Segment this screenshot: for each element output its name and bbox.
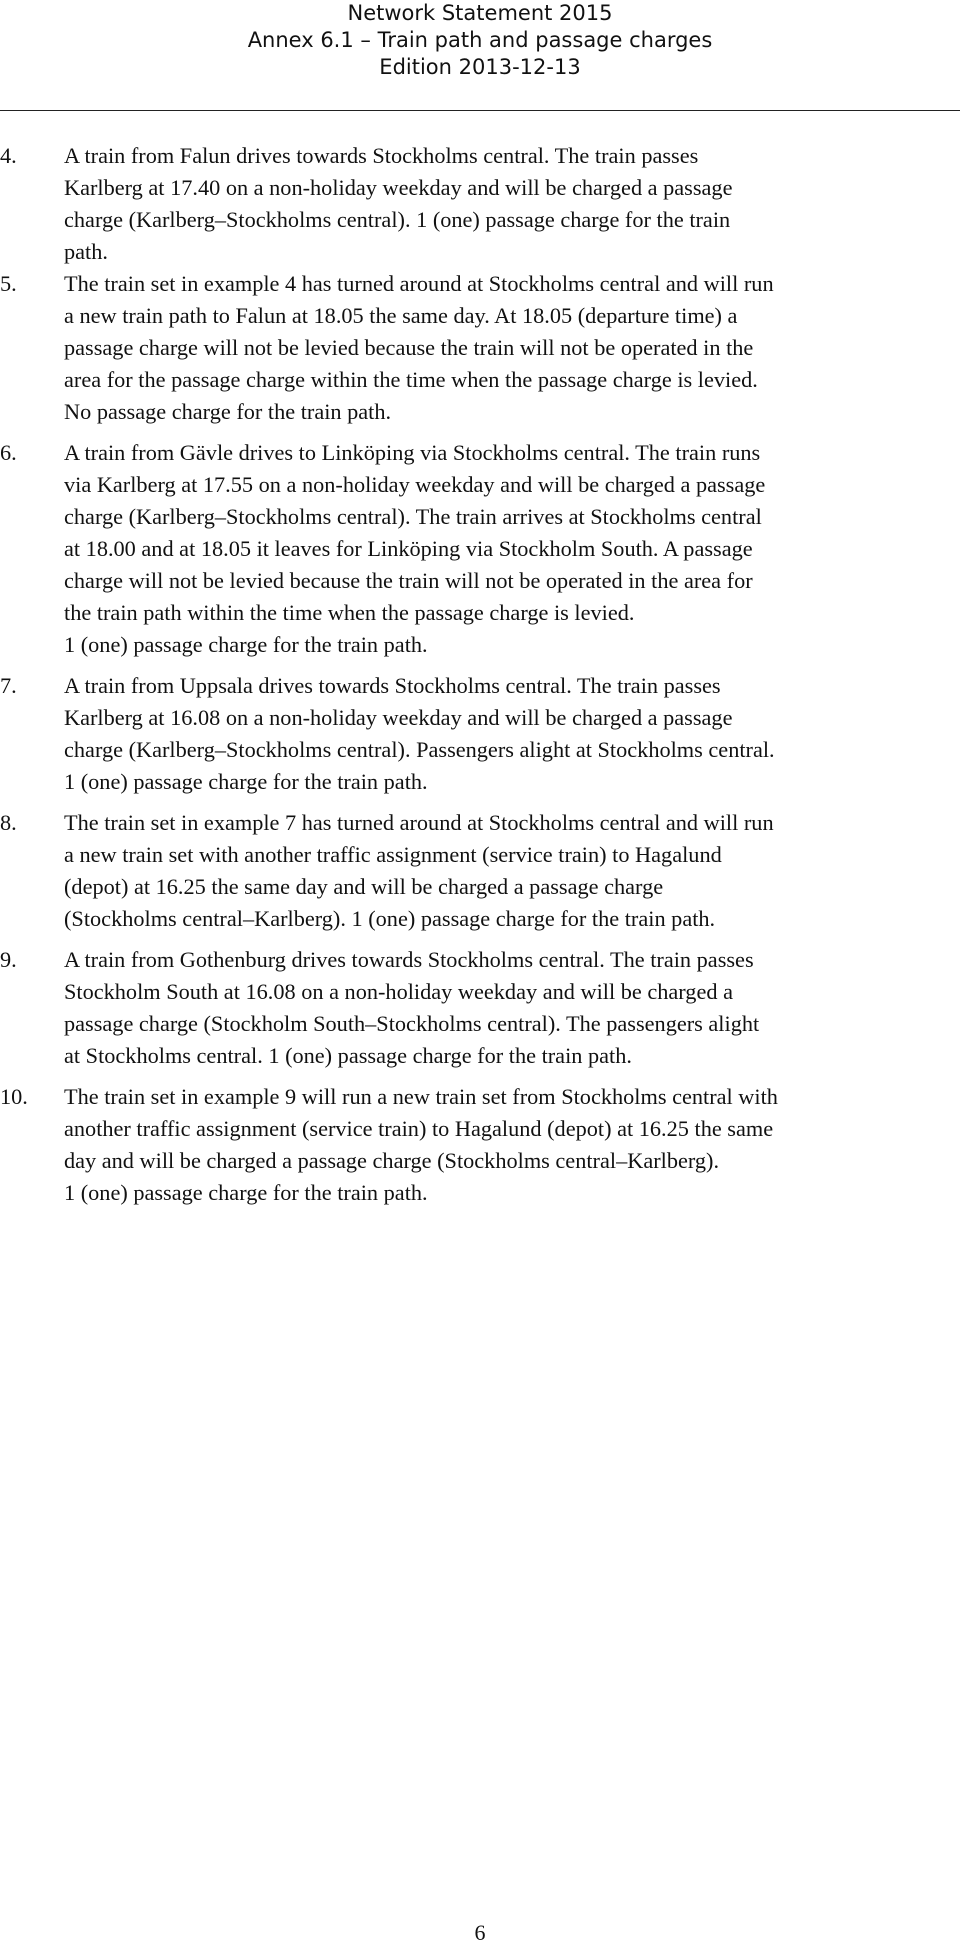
example-text-line: The train set in example 9 will run a new train set from Stockholms central with: [64, 1084, 778, 1109]
example-text-line: The train set in example 4 has turned around at Stockholms central and will run: [64, 271, 774, 296]
example-text-line: A train from Gothenburg drives towards Stockholms central. The train passes: [64, 947, 754, 972]
example-text-line: area for the passage charge within the time when the passage charge is levied.: [64, 367, 758, 392]
example-number: 9.: [0, 947, 17, 972]
example-number: 8.: [0, 810, 17, 835]
example-text-line: charge will not be levied because the train will not be operated in the area for: [64, 568, 753, 593]
example-text-line: Stockholm South at 16.08 on a non-holiday weekday and will be charged a: [64, 979, 733, 1004]
example-number: 5.: [0, 271, 17, 296]
example-text-line: at 18.00 and at 18.05 it leaves for Linköping via Stockholm South. A passage: [64, 536, 753, 561]
example-text-line: 1 (one) passage charge for the train path.: [64, 769, 428, 794]
example-text-line: via Karlberg at 17.55 on a non-holiday weekday and will be charged a passage: [64, 472, 766, 497]
example-item: [0, 437, 960, 661]
example-text-line: day and will be charged a passage charge (Stockholms central–Karlberg).: [64, 1148, 720, 1173]
example-text-line: the train path within the time when the passage charge is levied.: [64, 600, 635, 625]
header-annex: Annex 6.1 – Train path and passage charges: [247, 28, 713, 52]
example-text-line: The train set in example 7 has turned around at Stockholms central and will run: [64, 810, 774, 835]
example-text-line: No passage charge for the train path.: [64, 399, 392, 424]
example-text-line: at Stockholms central. 1 (one) passage charge for the train path.: [64, 1043, 632, 1068]
example-text-line: charge (Karlberg–Stockholms central). The train arrives at Stockholms central: [64, 504, 762, 529]
example-text-line: A train from Falun drives towards Stockholms central. The train passes: [64, 143, 699, 168]
example-text-line: (Stockholms central–Karlberg). 1 (one) passage charge for the train path.: [64, 906, 716, 931]
example-text-line: charge (Karlberg–Stockholms central). 1 (one) passage charge for the train: [64, 207, 731, 232]
example-number: 10.: [0, 1084, 28, 1109]
example-text-line: 1 (one) passage charge for the train path.: [64, 1180, 428, 1205]
example-number: 7.: [0, 673, 17, 698]
example-text-line: path.: [64, 239, 108, 264]
example-text-line: passage charge (Stockholm South–Stockholms central). The passengers alight: [64, 1011, 760, 1036]
header-divider: [0, 110, 960, 111]
example-item: [0, 268, 960, 428]
page-header: [0, 0, 960, 81]
page-number: 6: [474, 1920, 486, 1945]
example-text-line: Karlberg at 16.08 on a non-holiday weekday and will be charged a passage: [64, 705, 733, 730]
example-text-line: a new train path to Falun at 18.05 the same day. At 18.05 (departure time) a: [64, 303, 738, 328]
header-edition: Edition 2013-12-13: [379, 55, 581, 79]
example-item: [0, 944, 960, 1072]
header-title: Network Statement 2015: [347, 1, 613, 25]
example-list: [0, 140, 960, 1218]
example-number: 4.: [0, 143, 17, 168]
example-text-line: A train from Uppsala drives towards Stockholms central. The train passes: [64, 673, 721, 698]
example-text-line: Karlberg at 17.40 on a non-holiday weekday and will be charged a passage: [64, 175, 733, 200]
example-item: [0, 140, 960, 268]
example-text-line: A train from Gävle drives to Linköping via Stockholms central. The train runs: [64, 440, 761, 465]
example-text-line: another traffic assignment (service train) to Hagalund (depot) at 16.25 the same: [64, 1116, 774, 1141]
example-text-line: (depot) at 16.25 the same day and will be charged a passage charge: [64, 874, 664, 899]
example-item: [0, 1081, 960, 1209]
example-item: [0, 670, 960, 798]
example-item: [0, 807, 960, 935]
example-text-line: a new train set with another traffic assignment (service train) to Hagalund: [64, 842, 722, 867]
example-text-line: charge (Karlberg–Stockholms central). Passengers alight at Stockholms central.: [64, 737, 775, 762]
example-number: 6.: [0, 440, 17, 465]
example-text-line: 1 (one) passage charge for the train path.: [64, 632, 428, 657]
example-text-line: passage charge will not be levied because the train will not be operated in the: [64, 335, 754, 360]
